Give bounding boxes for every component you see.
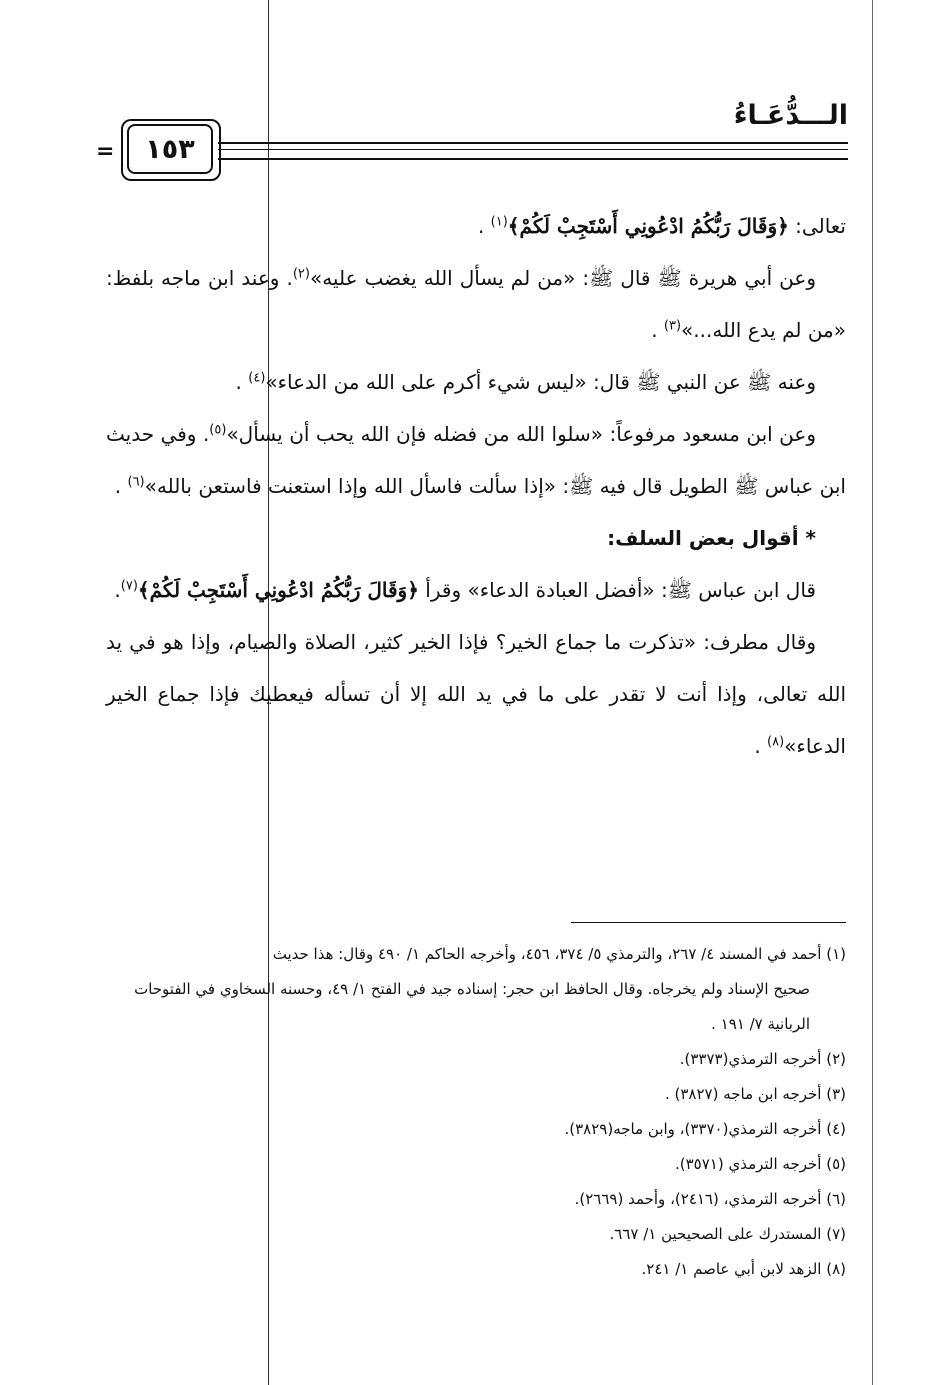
page-number: ١٥٣ xyxy=(127,124,213,174)
header-edge-mark: = xyxy=(96,139,115,164)
paragraph-2: وعن أبي هريرة ﷺ قال ﷺ: «من لم يسأل الله يغضب عليه»$^{(٢)}$. وعند ابن ماجه بلفظ: «من لم يدع الله...»$^{(٣)}$ . xyxy=(106,266,846,342)
footnote-ref: (٤) xyxy=(248,370,266,386)
footnotes xyxy=(102,937,846,1287)
footnote-1: (١) أحمد في المسند ٤/ ٢٦٧، والترمذي ٥/ ٣٧٤، ٤٥٦، وأخرجه الحاكم ١/ ٤٩٠ وقال: هذا حديث صحيح الإسناد ولم يخرجاه. وقال الحافظ ابن حجر: إسناده جيد في الفتح ١/ ٤٩، وحسنه السخاوي في الفتوحات الربانية ٧/ ١٩١ . xyxy=(134,945,846,1033)
footnote-separator xyxy=(571,922,846,923)
quran-verse: ﴿وَقَالَ رَبُّكُمُ ادْعُونِي أَسْتَجِبْ لَكُمْ﴾ xyxy=(507,214,789,238)
scan-vertical-line-right xyxy=(872,0,873,1385)
running-header-title: الـــدُّعَـاءُ xyxy=(733,100,848,131)
paragraph-3: وعنه ﷺ عن النبي ﷺ قال: «ليس شيء أكرم على الله من الدعاء»$^{(٤)}$ . xyxy=(235,370,816,394)
paragraph-6: وقال مطرف: «تذكرت ما جماع الخير؟ فإذا الخير كثير، الصلاة والصيام، وإذا هو في يد الله تعالى، وإذا أنت لا تقدر على ما في يد الله إلا أن تسأله فيعطيك فإذا جماع الخير الدعاء»$^{(٨)}$ . xyxy=(106,630,846,758)
paragraph-1: تعالى: ﴿وَقَالَ رَبُّكُمُ ادْعُونِي أَسْتَجِبْ لَكُمْ﴾$^{(١)}$ . xyxy=(477,214,846,238)
header-rule xyxy=(218,142,848,160)
footnote-4: (٤) أخرجه الترمذي(٣٣٧٠)، وابن ماجه(٣٨٢٩). xyxy=(564,1120,846,1138)
footnote-8: (٨) الزهد لابن أبي عاصم ١/ ٢٤١. xyxy=(641,1260,846,1278)
footnote-2: (٢) أخرجه الترمذي(٣٣٧٣). xyxy=(679,1050,846,1068)
footnote-7: (٧) المستدرك على الصحيحين ١/ ٦٦٧. xyxy=(609,1225,846,1243)
section-heading: * أقوال بعض السلف: xyxy=(607,526,816,550)
footnote-ref: (١) xyxy=(490,214,508,230)
footnote-5: (٥) أخرجه الترمذي (٣٥٧١). xyxy=(674,1155,846,1173)
footnote-ref: (٢) xyxy=(292,266,310,282)
paragraph-5: قال ابن عباس ﷺ: «أفضل العبادة الدعاء» وقرأ ﴿وَقَالَ رَبُّكُمُ ادْعُونِي أَسْتَجِبْ لَكُمْ﴾$^{(٧)}$. xyxy=(114,578,816,602)
quran-verse: ﴿وَقَالَ رَبُّكُمُ ادْعُونِي أَسْتَجِبْ لَكُمْ﴾ xyxy=(137,578,419,602)
footnote-ref: (٥) xyxy=(209,422,227,438)
footnote-ref: (٦) xyxy=(127,474,145,490)
paragraph-4: وعن ابن مسعود مرفوعاً: «سلوا الله من فضله فإن الله يحب أن يسأل»$^{(٥)}$. وفي حديث ابن عباس ﷺ الطويل قال فيه ﷺ: «إذا سألت فاسأل الله وإذا استعنت فاستعن بالله»$^{(٦)}$ . xyxy=(106,422,846,498)
main-text xyxy=(106,200,846,772)
footnote-ref: (٣) xyxy=(663,318,682,334)
footnote-3: (٣) أخرجه ابن ماجه (٣٨٢٧) . xyxy=(664,1085,846,1103)
footnote-ref: (٧) xyxy=(120,578,138,594)
footnote-ref: (٨) xyxy=(767,734,785,750)
footnote-6: (٦) أخرجه الترمذي، (٢٤١٦)، وأحمد (٢٦٦٩). xyxy=(574,1190,846,1208)
